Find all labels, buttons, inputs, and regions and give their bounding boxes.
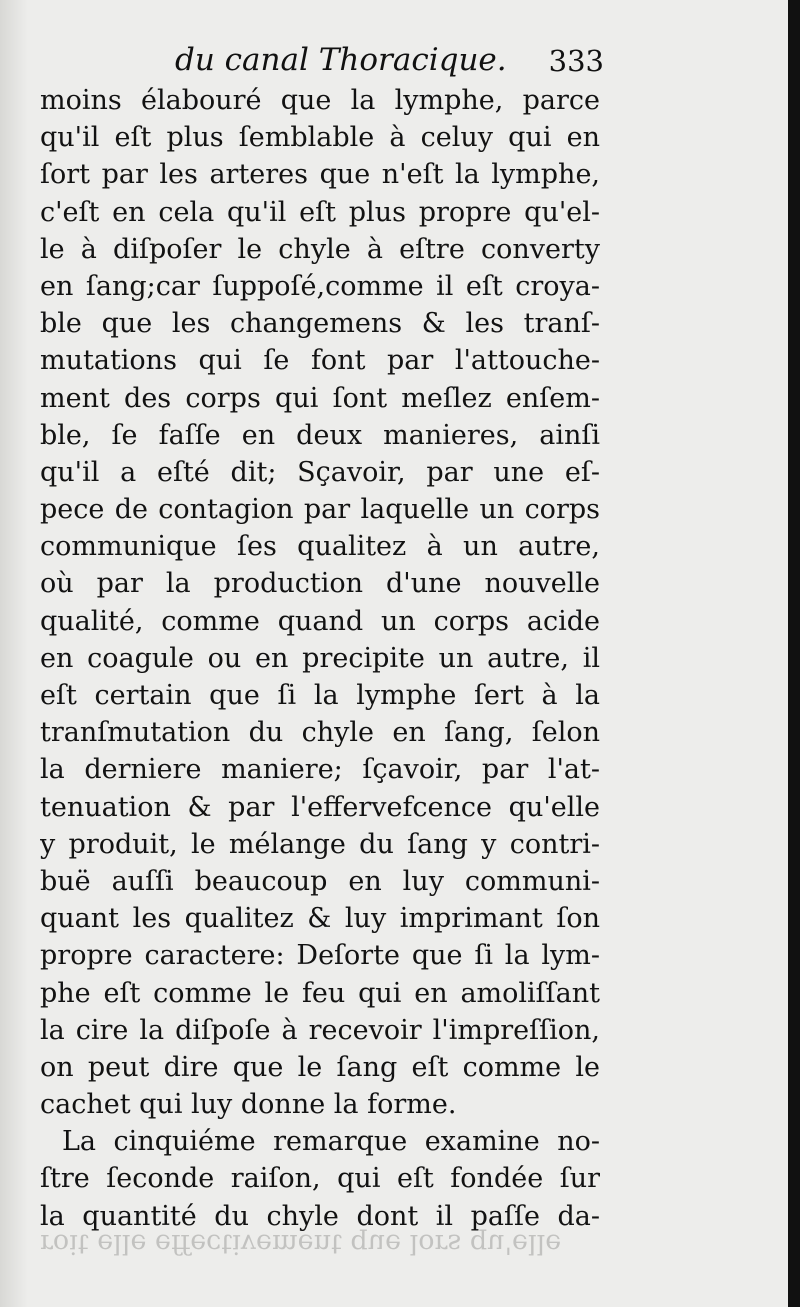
text-line: où par la production d'une nouvelle [40,568,600,600]
text-line: phe eſt comme le feu qui en amoliſſant [40,977,600,1009]
text-line: eſt certain que ſi la lymphe ſert à la [40,680,600,711]
text-line: mutations qui ſe font par l'attouche- [40,345,600,377]
body-text [40,82,600,1235]
text-line: tenuation & par l'effervefcence qu'elle [40,791,600,823]
text-line: en ſang;car ſuppoſé,comme il eſt croya- [40,270,600,302]
text-line: pece de contagion par laquelle un corps [40,494,600,526]
bleed-through-text: roit elle effectivement que lors qu'elle [40,1228,562,1259]
text-line: la derniere maniere; ſçavoir, par l'at- [40,754,600,786]
text-line: buë auſſi beaucoup en luy communi- [40,865,600,897]
text-line: qu'il eſt plus ſemblable à celuy qui en [40,122,600,154]
text-line: moins élabouré que la lymphe, parce [40,85,600,116]
page-number: 333 [548,44,604,78]
text-line: ble que les changemens & les tranſ- [40,308,600,340]
text-line: la cire la diſpoſe à recevoir l'impreſſion, [40,1014,600,1046]
gutter-shadow [0,0,28,1307]
text-line: tranſmutation du chyle en ſang, ſelon [40,717,600,749]
text-line: c'eſt en cela qu'il eſt plus propre qu'el- [40,196,600,228]
scan-edge [788,0,800,1307]
paragraph-start-line: La cinquiéme remarque examine no- [62,1126,600,1158]
text-line: quant les qualitez & luy imprimant ſon [40,903,600,935]
text-line: cachet qui luy donne la forme. [40,1089,457,1121]
text-line: y produit, le mélange du ſang y contri- [40,828,600,860]
text-line: qualité, comme quand un corps acide [40,605,600,637]
text-line: ſtre ſeconde raiſon, qui eſt fondée ſur [40,1163,600,1195]
text-line: propre caractere: Deſorte que ſi la lym- [40,940,600,972]
running-title: du canal Thoracique. [175,42,507,78]
text-line: ſort par les arteres que n'eſt la lymphe, [40,159,600,191]
text-line: ble, ſe faſſe en deux manieres, ainſi [40,419,600,451]
text-line: ment des corps qui ſont meſlez enſem- [40,382,600,414]
text-line: le à diſpoſer le chyle à eſtre converty [40,233,600,265]
text-line: la quantité du chyle dont il paſſe da- [40,1200,600,1232]
text-line: on peut dire que le ſang eſt comme le [40,1051,600,1083]
text-line: qu'il a eſté dit; Sçavoir, par une eſ- [40,456,600,488]
text-line: communique ſes qualitez à un autre, [40,531,600,563]
text-line: en coagule ou en precipite un autre, il [40,642,600,674]
